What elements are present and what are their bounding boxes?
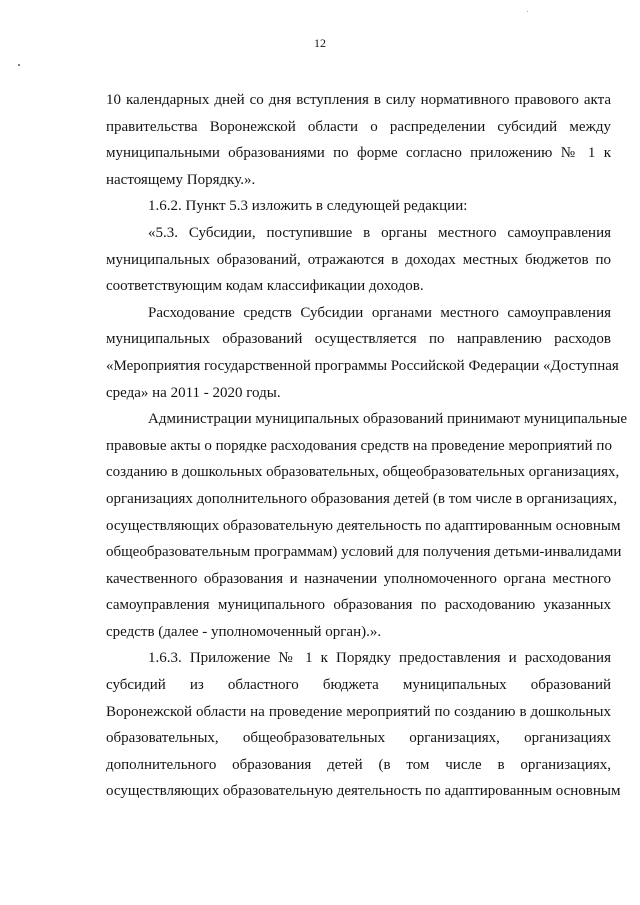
scan-speck [18, 64, 20, 66]
text-line: осуществляющих образовательную деятельность по адаптированным основным [106, 517, 621, 534]
text-line: организациях дополнительного образования детей (в том числе в организациях, [106, 490, 618, 507]
text-line: средств (далее - уполномоченный орган).». [106, 623, 382, 640]
scan-speck [527, 11, 528, 12]
text-line: осуществляющих образовательную деятельность по адаптированным основным [106, 783, 621, 800]
text-line: субсидий из областного бюджета муниципальных образований [106, 677, 611, 694]
text-line: дополнительного образования детей (в том числе в организациях, [106, 756, 611, 773]
text-line: 10 календарных дней со дня вступления в силу нормативного правового акта [106, 92, 611, 108]
text-line: созданию в дошкольных образовательных, общеобразовательных организациях, [106, 464, 620, 481]
text-line: «5.3. Субсидии, поступившие в органы местного самоуправления [148, 224, 611, 241]
text-line: самоуправления муниципального образования по расходованию указанных [106, 597, 611, 614]
text-line: муниципальными образованиями по форме согласно приложению № 1 к [106, 145, 611, 162]
text-line: 1.6.2. Пункт 5.3 изложить в следующей редакции: [148, 198, 468, 215]
text-line: Расходование средств Субсидии органами местного самоуправления [148, 304, 611, 321]
text-line: качественного образования и назначении уполномоченного органа местного [106, 570, 611, 587]
text-line: муниципальных образований, отражаются в доходах местных бюджетов по [106, 251, 611, 268]
text-line: муниципальных образований осуществляется по направлению расходов [106, 331, 611, 348]
text-line: «Мероприятия государственной программы Российской Федерации «Доступная [106, 357, 619, 374]
text-line: Воронежской области на проведение мероприятий по созданию в дошкольных [106, 703, 611, 720]
text-line: 1.6.3. Приложение № 1 к Порядку предоставления и расходования [148, 650, 611, 667]
text-line: общеобразовательным программам) условий для получения детьми-инвалидами [106, 544, 622, 561]
text-line: соответствующим кодам классификации доходов. [106, 278, 424, 295]
text-line: настоящему Порядку.». [106, 171, 256, 188]
text-line: правительства Воронежской области о распределении субсидий между [106, 118, 611, 135]
document-body [106, 87, 628, 805]
page-number: 12 [314, 36, 326, 50]
text-line: среда» на 2011 - 2020 годы. [106, 384, 281, 401]
text-line: Администрации муниципальных образований принимают муниципальные [148, 411, 628, 428]
text-line: образовательных, общеобразовательных организациях, организациях [106, 730, 611, 747]
text-line: правовые акты о порядке расходования средств на проведение мероприятий по [106, 437, 612, 454]
